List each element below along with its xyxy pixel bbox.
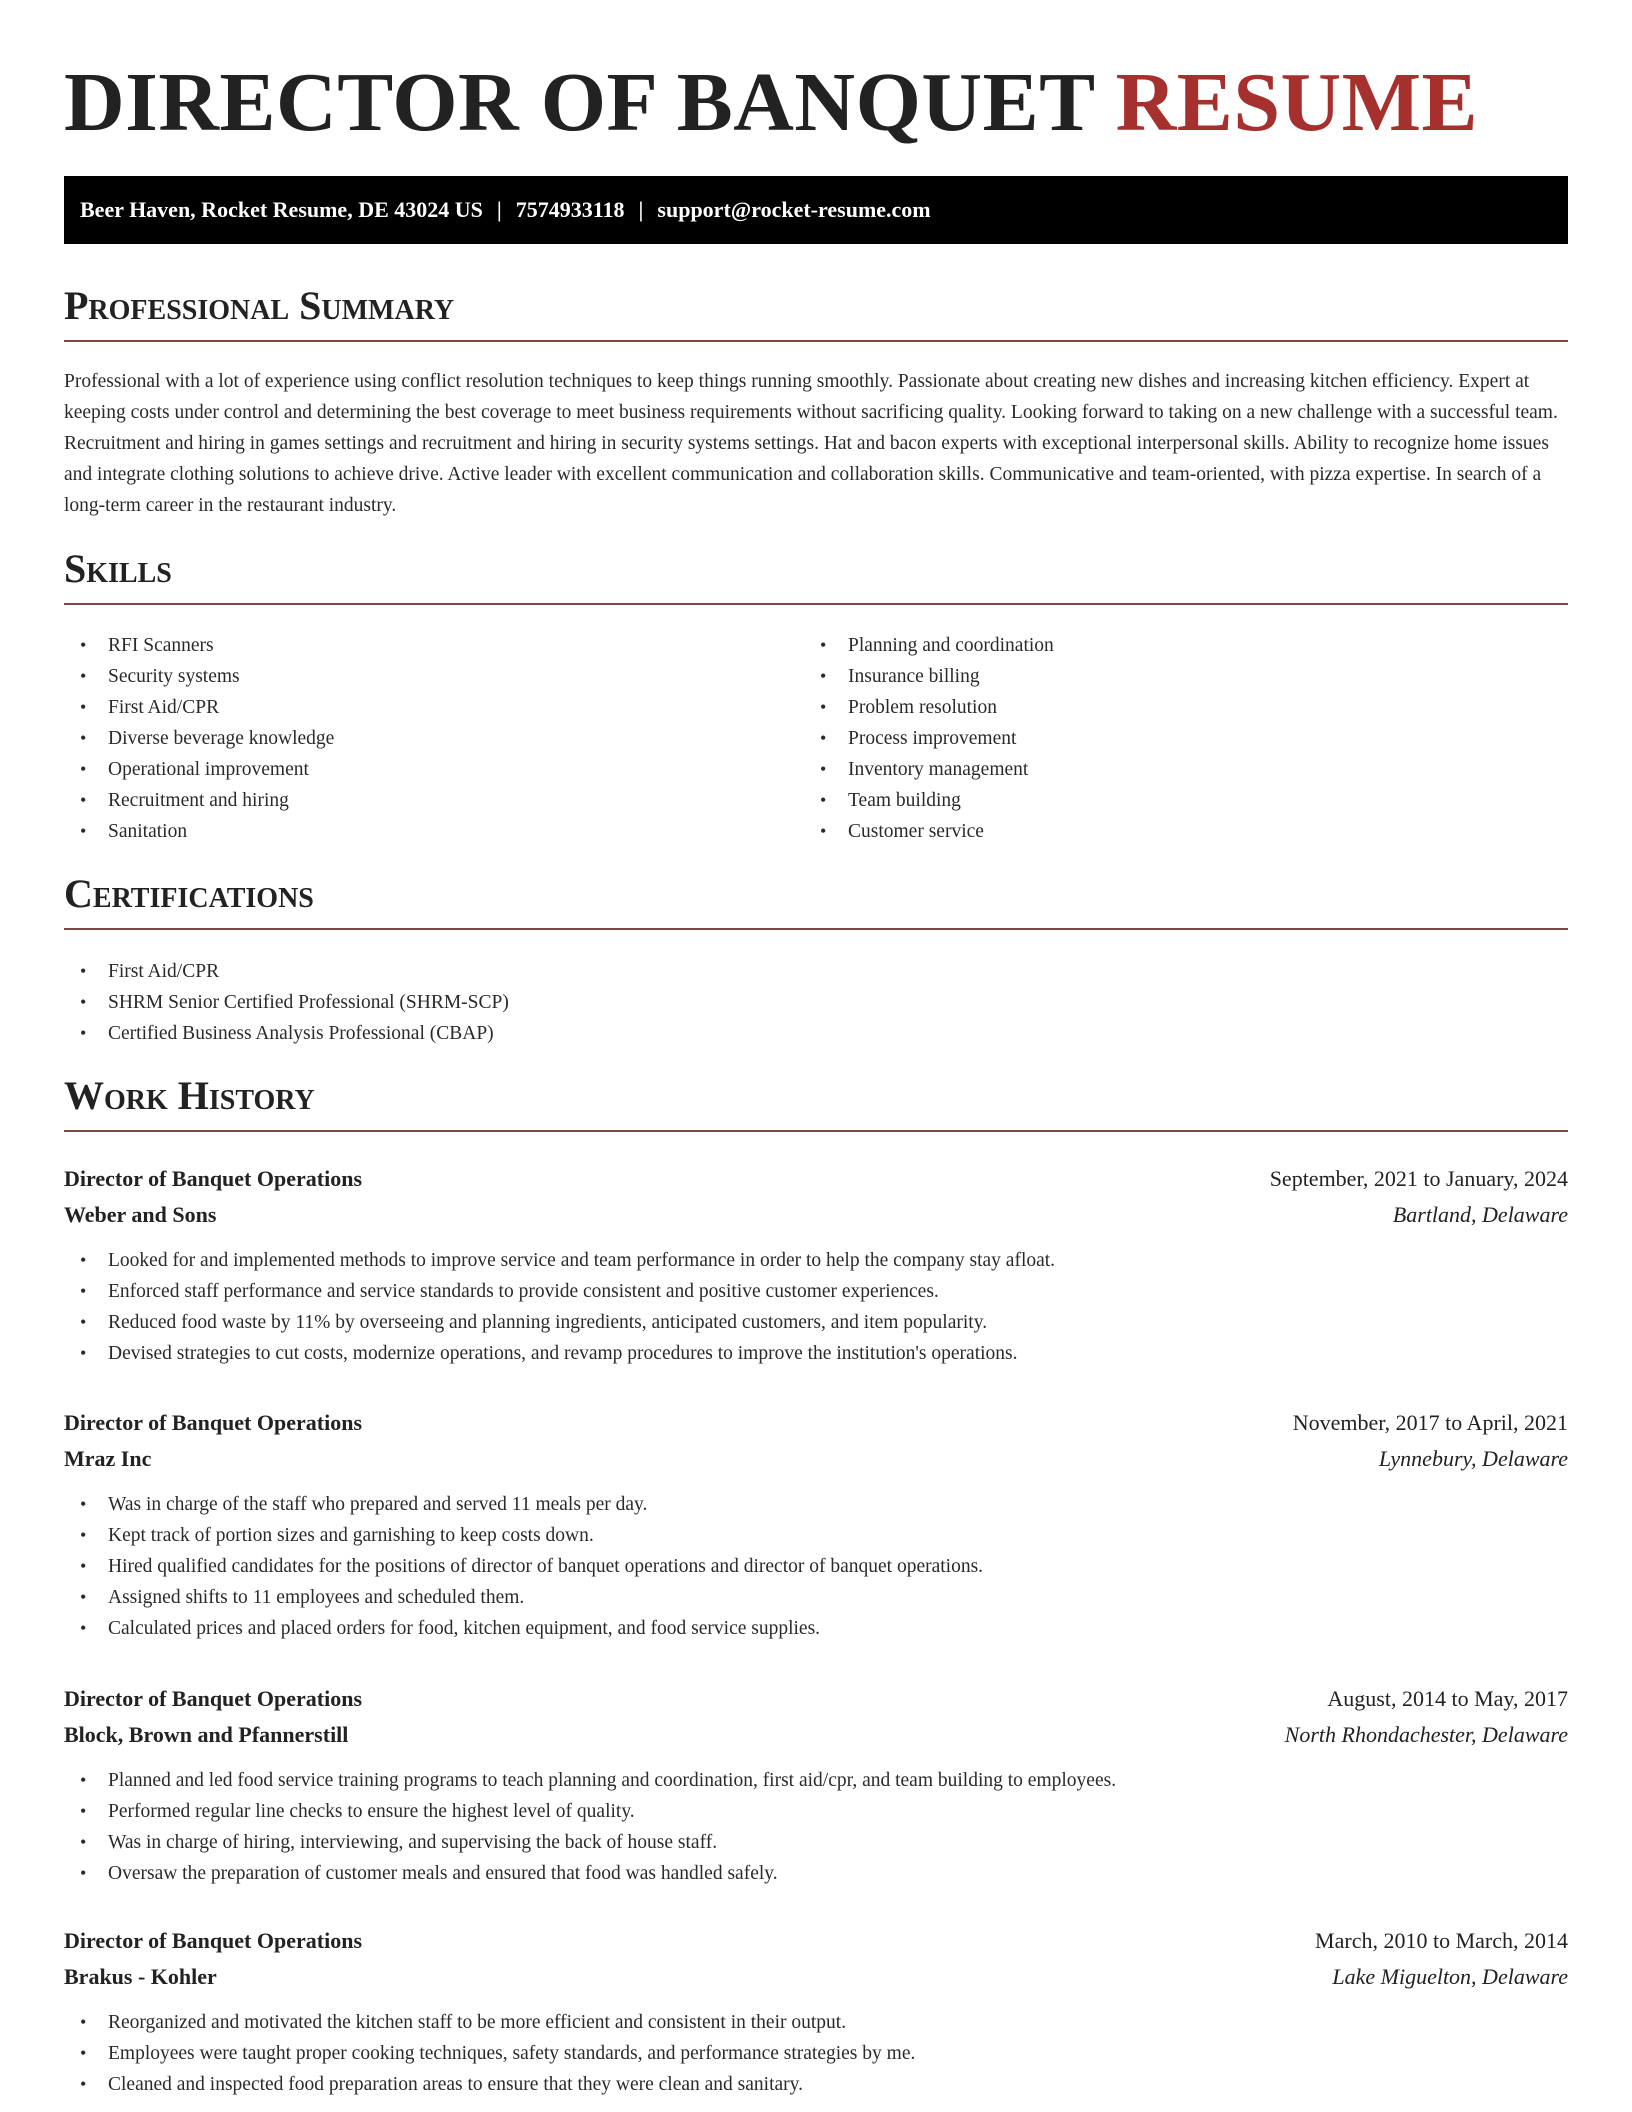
job-company: Block, Brown and Pfannerstill	[64, 1722, 349, 1747]
summary-heading: Professional Summary	[64, 282, 1568, 342]
page-title	[64, 58, 1478, 148]
job-duties-list	[64, 2007, 1568, 2100]
job-location: Lynnebury, Delaware	[1378, 1446, 1568, 1471]
job-entry	[64, 1161, 1568, 1369]
job-company: Mraz Inc	[64, 1446, 152, 1471]
title-main: DIRECTOR OF BANQUET	[64, 56, 1095, 149]
title-accent: RESUME	[1115, 56, 1479, 149]
job-duty: • Reorganized and motivated the kitchen staff to be more efficient and consistent in their output.	[64, 2007, 1568, 2038]
skill-item: • Customer service	[804, 816, 1544, 847]
job-duty: • Kept track of portion sizes and garnishing to keep costs down.	[64, 1520, 1568, 1551]
skill-item: • Sanitation	[64, 816, 804, 847]
contact-email: support@rocket-resume.com	[657, 197, 931, 222]
job-duty: • Enforced staff performance and service standards to provide consistent and positive customer experiences.	[64, 1276, 1568, 1307]
job-title: Director of Banquet Operations	[64, 1410, 362, 1435]
job-entry	[64, 1923, 1568, 2100]
job-duty: • Was in charge of the staff who prepared and served 11 meals per day.	[64, 1489, 1568, 1520]
contact-separator: |	[638, 197, 644, 222]
job-title: Director of Banquet Operations	[64, 1928, 362, 1953]
job-location: Bartland, Delaware	[1392, 1202, 1568, 1227]
skill-item: • Security systems	[64, 661, 804, 692]
skill-item: • Inventory management	[804, 754, 1544, 785]
skills-heading: Skills	[64, 545, 1568, 605]
skill-item: • Insurance billing	[804, 661, 1544, 692]
job-duty: • Hired qualified candidates for the positions of director of banquet operations and director of banquet operations.	[64, 1551, 1568, 1582]
contact-bar	[64, 176, 1568, 244]
skill-item: • First Aid/CPR	[64, 692, 804, 723]
work-history-heading: Work History	[64, 1072, 1568, 1132]
skill-item: • Process improvement	[804, 723, 1544, 754]
job-title: Director of Banquet Operations	[64, 1686, 362, 1711]
job-duties-list	[64, 1489, 1568, 1644]
job-duty: • Employees were taught proper cooking techniques, safety standards, and performance strategies by me.	[64, 2038, 1568, 2069]
job-duty: • Performed regular line checks to ensure the highest level of quality.	[64, 1796, 1568, 1827]
skill-item: • Planning and coordination	[804, 630, 1544, 661]
skills-list-right	[804, 630, 1544, 847]
skill-item: • Diverse beverage knowledge	[64, 723, 804, 754]
job-duties-list	[64, 1245, 1568, 1369]
skill-item: • Operational improvement	[64, 754, 804, 785]
certifications-heading: Certifications	[64, 870, 1568, 930]
job-entry	[64, 1681, 1568, 1889]
summary-text: Professional with a lot of experience using conflict resolution techniques to keep things running smoothly. Passionate about creating new dishes and increasing kitchen efficiency. Expert at keeping costs under control and determining the best coverage to meet business requirements without sacrificing quality. Looking forward to taking on a new challenge with a successful team. Recruitment and hiring in games settings and recruitment and hiring in security systems settings. Hat and bacon experts with exceptional interpersonal skills. Ability to recognize home issues and integrate clothing solutions to achieve drive. Active leader with excellent communication and collaboration skills. Communicative and team-oriented, with pizza expertise. In search of a long-term career in the restaurant industry.	[64, 371, 1558, 516]
job-duty: • Was in charge of hiring, interviewing, and supervising the back of house staff.	[64, 1827, 1568, 1858]
job-duty: • Looked for and implemented methods to improve service and team performance in order to help the company stay afloat.	[64, 1245, 1568, 1276]
job-location: North Rhondachester, Delaware	[1284, 1722, 1568, 1747]
skill-item: • Recruitment and hiring	[64, 785, 804, 816]
job-entry	[64, 1405, 1568, 1644]
job-dates: March, 2010 to March, 2014	[1315, 1928, 1568, 1953]
job-duty: • Planned and led food service training programs to teach planning and coordination, first aid/cpr, and team building to employees.	[64, 1765, 1568, 1796]
job-title: Director of Banquet Operations	[64, 1166, 362, 1191]
skill-item: • RFI Scanners	[64, 630, 804, 661]
certification-item: • Certified Business Analysis Professional (CBAP)	[64, 1018, 1568, 1049]
job-duty: • Calculated prices and placed orders for food, kitchen equipment, and food service supplies.	[64, 1613, 1568, 1644]
job-duty: • Assigned shifts to 11 employees and scheduled them.	[64, 1582, 1568, 1613]
skills-list-left	[64, 630, 804, 847]
skill-item: • Team building	[804, 785, 1544, 816]
contact-separator: |	[496, 197, 502, 222]
certification-item: • First Aid/CPR	[64, 956, 1568, 987]
certifications-list	[64, 956, 1568, 1049]
certification-item: • SHRM Senior Certified Professional (SHRM-SCP)	[64, 987, 1568, 1018]
job-dates: September, 2021 to January, 2024	[1269, 1166, 1568, 1191]
contact-address: Beer Haven, Rocket Resume, DE 43024 US	[80, 197, 483, 222]
job-duty: • Reduced food waste by 11% by overseeing and planning ingredients, anticipated customers, and item popularity.	[64, 1307, 1568, 1338]
contact-phone: 7574933118	[515, 197, 625, 222]
skill-item: • Problem resolution	[804, 692, 1544, 723]
job-duty: • Cleaned and inspected food preparation areas to ensure that they were clean and sanitary.	[64, 2069, 1568, 2100]
job-location: Lake Miguelton, Delaware	[1332, 1964, 1568, 1989]
job-company: Weber and Sons	[64, 1202, 217, 1227]
job-duty: • Devised strategies to cut costs, modernize operations, and revamp procedures to improve the institution's operations.	[64, 1338, 1568, 1369]
job-company: Brakus - Kohler	[64, 1964, 217, 1989]
job-dates: November, 2017 to April, 2021	[1292, 1410, 1568, 1435]
job-dates: August, 2014 to May, 2017	[1327, 1686, 1568, 1711]
job-duty: • Oversaw the preparation of customer meals and ensured that food was handled safely.	[64, 1858, 1568, 1889]
job-duties-list	[64, 1765, 1568, 1889]
